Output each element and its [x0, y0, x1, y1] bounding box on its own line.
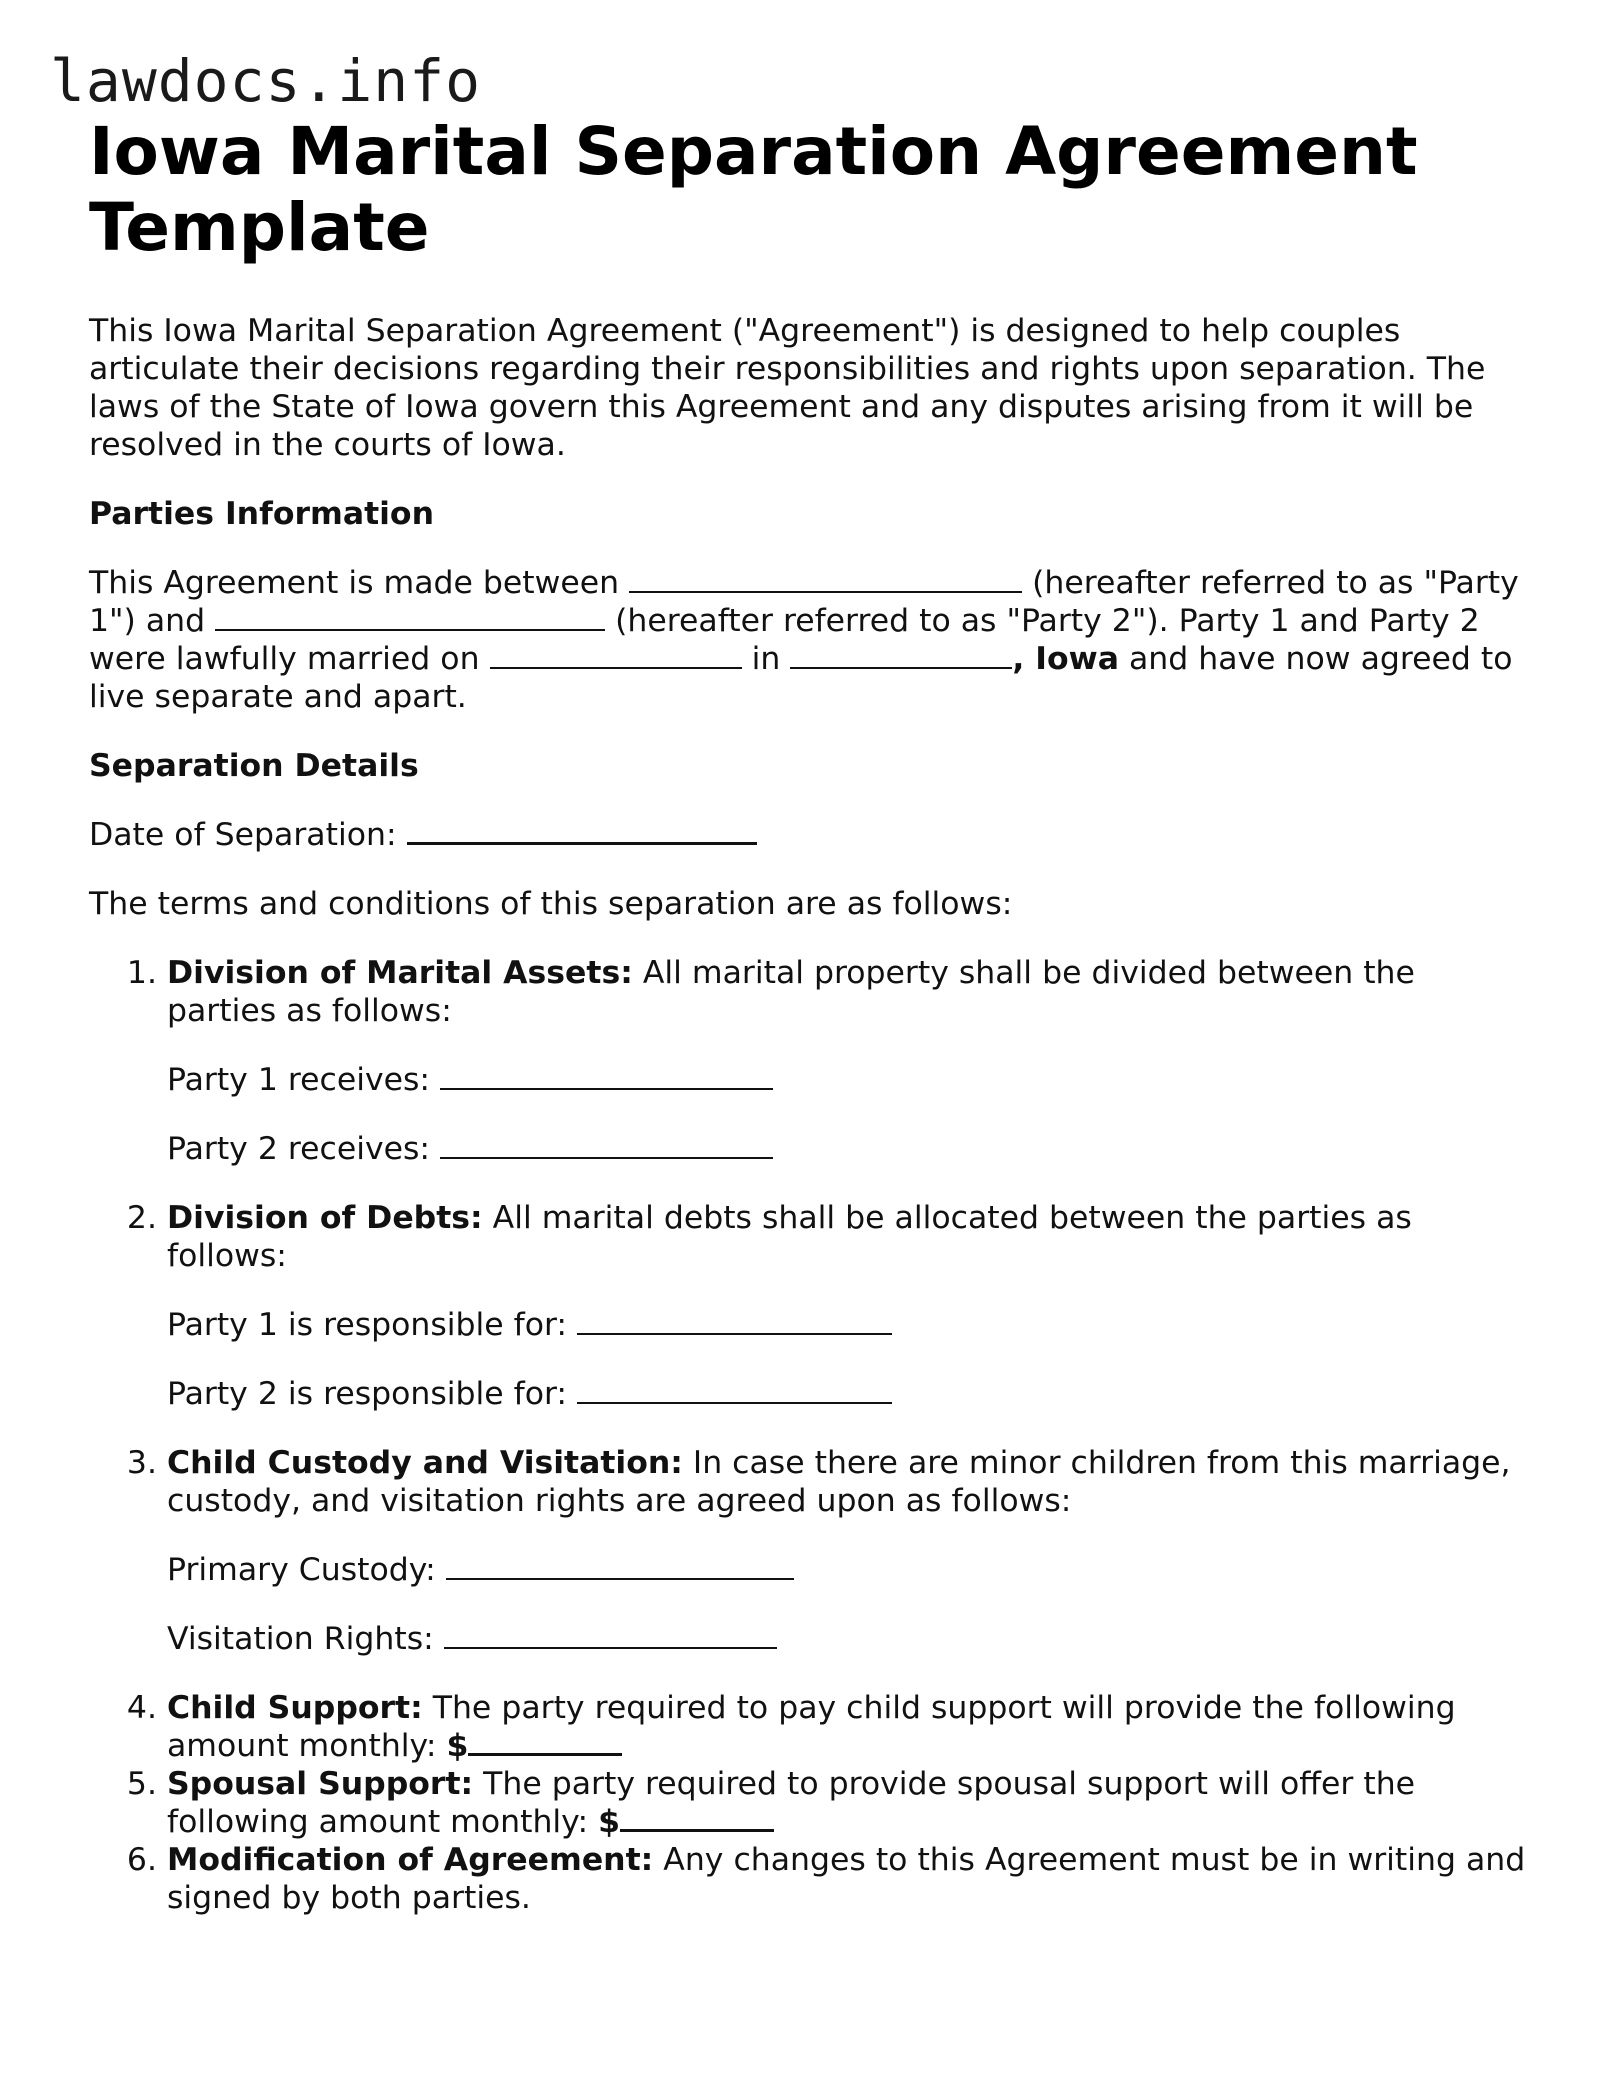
site-watermark: lawdocs.info	[50, 47, 482, 115]
party-1-name-blank[interactable]	[629, 565, 1022, 593]
term-field-line	[167, 1375, 1529, 1413]
term-field-label: Party 2 receives:	[167, 1131, 431, 1167]
spousal-support-amount-blank[interactable]	[620, 1803, 774, 1832]
term-field-label: Party 1 receives:	[167, 1062, 431, 1098]
term-field-label: Primary Custody:	[167, 1552, 436, 1588]
term-text: Any changes to this Agreement must be in writing and signed by both parties.	[167, 1842, 1526, 1916]
child-support-amount-blank[interactable]	[468, 1727, 622, 1756]
term-item	[167, 1765, 1529, 1841]
visitation-rights-blank[interactable]	[444, 1621, 777, 1649]
term-item	[167, 954, 1529, 1168]
term-field-line	[167, 1551, 1529, 1589]
marriage-date-blank[interactable]	[490, 641, 742, 669]
term-text: All marital debts shall be allocated between the parties as follows:	[167, 1200, 1412, 1274]
parties-heading: Parties Information	[89, 496, 434, 532]
term-field-line	[167, 1130, 1529, 1168]
intro-paragraph: This Iowa Marital Separation Agreement ("Agreement") is designed to help couples articulate their decisions regarding their responsibilities and rights upon separation. The laws of the State of Iowa govern this Agreement and any disputes arising from it will be resolved in the courts of Iowa.	[89, 313, 1486, 463]
term-item	[167, 1689, 1529, 1765]
parties-text-5: , Iowa	[1012, 641, 1119, 677]
separation-date-blank[interactable]	[407, 816, 757, 845]
separation-date-label: Date of Separation:	[89, 817, 397, 853]
parties-text-1: This Agreement is made between	[89, 565, 620, 601]
term-field-line	[167, 1620, 1529, 1658]
party-2-debts-blank[interactable]	[577, 1376, 892, 1404]
term-field-label: Visitation Rights:	[167, 1621, 434, 1657]
currency-symbol: $	[446, 1728, 469, 1764]
term-title: Division of Marital Assets:	[167, 955, 633, 991]
term-field-label: Party 1 is responsible for:	[167, 1307, 568, 1343]
separation-heading: Separation Details	[89, 748, 419, 784]
term-title: Child Support:	[167, 1690, 423, 1726]
term-text: The party required to pay child support will provide the following amount monthly:	[167, 1690, 1456, 1764]
term-item	[167, 1444, 1529, 1658]
terms-list	[89, 954, 1529, 1917]
party-1-debts-blank[interactable]	[577, 1307, 892, 1335]
parties-text-2: (hereafter referred to as "Party 1") and	[89, 565, 1519, 639]
primary-custody-blank[interactable]	[446, 1552, 794, 1580]
term-title: Spousal Support:	[167, 1766, 474, 1802]
term-text: The party required to provide spousal support will offer the following amount monthly:	[167, 1766, 1416, 1840]
term-text: In case there are minor children from this marriage, custody, and visitation rights are agreed upon as follows:	[167, 1445, 1511, 1519]
separation-date-line	[89, 816, 1529, 854]
terms-intro: The terms and conditions of this separation are as follows:	[89, 886, 1013, 922]
term-field-line	[167, 1061, 1529, 1099]
term-field-line	[167, 1306, 1529, 1344]
parties-paragraph	[89, 564, 1529, 716]
term-item	[167, 1841, 1529, 1917]
parties-text-6: and have now agreed to live separate and apart.	[89, 641, 1513, 715]
term-item	[167, 1199, 1529, 1413]
document-page	[89, 114, 1529, 1917]
party-2-assets-blank[interactable]	[440, 1131, 773, 1159]
marriage-place-blank[interactable]	[790, 641, 1012, 669]
parties-text-3: (hereafter referred to as "Party 2"). Party 1 and Party 2 were lawfully married on	[89, 603, 1480, 677]
term-title: Modification of Agreement:	[167, 1842, 654, 1878]
term-field-label: Party 2 is responsible for:	[167, 1376, 568, 1412]
document-title: Iowa Marital Separation Agreement Template	[89, 113, 1418, 266]
parties-text-4: in	[751, 641, 781, 677]
party-1-assets-blank[interactable]	[440, 1062, 773, 1090]
party-2-name-blank[interactable]	[215, 603, 605, 631]
term-title: Child Custody and Visitation:	[167, 1445, 683, 1481]
currency-symbol: $	[598, 1804, 621, 1840]
term-text: All marital property shall be divided between the parties as follows:	[167, 955, 1415, 1029]
term-title: Division of Debts:	[167, 1200, 483, 1236]
